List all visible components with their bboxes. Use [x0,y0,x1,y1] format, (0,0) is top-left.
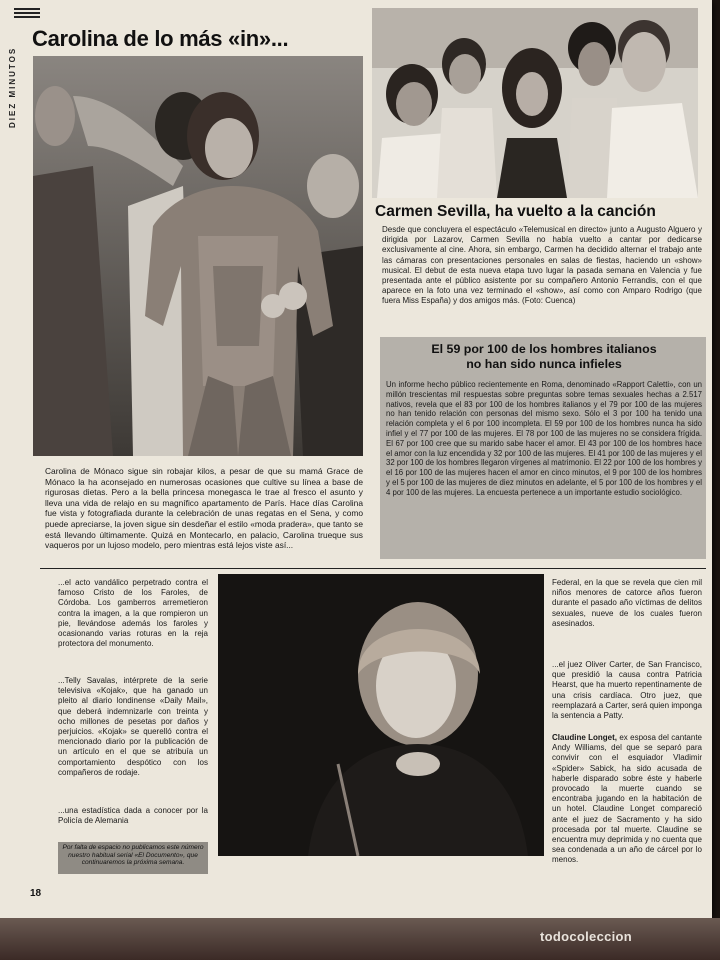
section-marker-icon [14,6,42,20]
italianos-headline-line2: no han sido nunca infieles [466,357,622,371]
carmen-photo [372,8,698,198]
page-number: 18 [30,888,42,899]
left-column-para3: ...una estadística dada a conocer por la Policía de Alemania [58,806,208,826]
right-column-para2: ...el juez Oliver Carter, de San Francisco, que presidió la causa contra Patricia Hearst, que ha muerto repentinamente de una crisis cardíaca. Otro juez, que reemplazará a Carter, será quien imponga la sentencia a Patty. [552,660,702,721]
claudine-lead: Claudine Longet, [552,733,618,742]
claudine-photo [218,574,544,856]
right-column-para1: Federal, en la que se revela que cien mil niños menores de catorce años fueron durante el pasado año víctimas de delitos sexuales, nueve de los cuales fueron asesinados. [552,578,702,628]
left-column-para1: ...el acto vandálico perpetrado contra el famoso Cristo de los Faroles, de Córdoba. Los gamberros arremetieron contra la imagen, a la que rompieron un pie, llevándose además los faroles y ocasionando varias roturas en la reja protectora del monumento. [58,578,208,649]
section-label: DIEZ MINUTOS [8,46,17,128]
right-column-para3 [552,733,702,866]
section-divider [40,568,706,569]
italianos-headline-line1: El 59 por 100 de los hombres italianos [431,342,657,356]
carmen-headline: Carmen Sevilla, ha vuelto a la canción [375,203,656,220]
claudine-body: ex esposa del cantante Andy Williams, del que se separó para convivir con el esquiador Vladimir «Spider» Sabick, ha sido acusada de haberle disparado sobre éste y haberle provocado la muerte cuando se encontraba jugando en la habitación de un hotel. Claudine Longet compareció ante el juez de Sacramento y ha sido procesada por tal muerte. Claudine se encuentra muy deprimida y no cuenta que sea condenada a un año de cárcel por lo menos. [552,733,702,865]
carolina-headline: Carolina de lo más «in»... [32,26,289,51]
carmen-body: Desde que concluyera el espectáculo «Telemusical en directo» junto a Augusto Alguero y dirigida por Lazarov, Carmen Sevilla no había vuelto a cantar por dedicarse exclusivamente al cine. Ahora, sin embargo, Carmen ha decidido alternar el trabajo ante las cámaras con presentaciones personales en salas de fiestas, haciendo un «show» musical. El debut de esta nueva etapa tuvo lugar la pasada semana en Valencia y fue presentada ante el público asistente por su compañero Antonio Ferrandis, con el que aparece en la foto una vez terminado el «show», así como con Amparo Rodrigo (que fuera Miss España) y dos amigos más. (Foto: Cuenca) [382,225,702,306]
carolina-photo [33,56,363,456]
left-column-para2: ...Telly Savalas, intérprete de la serie televisiva «Kojak», que ha ganado un pleito al diario londinense «Daily Mail», que deberá indemnizarle con treinta y ocho millones de pesetas por daños y perjuicios. «Kojak» se querelló contra el mencionado diario por la publicación de un artículo en el que se atribuía un comportamiento despótico con los compañeros de rodaje. [58,676,208,777]
serial-notice: Por falta de espacio no publicamos este número nuestro habitual serial «El Documento», que continuaremos la próxima semana. [58,842,208,874]
italianos-body: Un informe hecho público recientemente en Roma, denominado «Rapport Caletti», con un millón trescientas mil respuestas sobre preguntas sobre temas sexuales hechas a 2.517 nativos, revela que el 83 por 100 de los hombres italianos y el 79 por 100 de las mujeres no han tenido relación con personas del mismo sexo. Sólo el 3 por 100 ha tenido una relación completa y el 6 por 100 incompleta. El 59 por 100 de los hombres nunca ha sido infiel y el 77 por 100 de las mujeres. El 78 por 100 de las mujeres no se considera frígida. El 67 por 100 cree que su marido sabe hacer el amor. El 43 por 100 de los hombres hace el amor con la luz encendida y 32 por 100 de las mujeres. El 41 por 100 de las mujeres y el 32 por 100 de los hombres llegaron vírgenes al matrimonio. El 22 por 100 de los hombres y el 16 por 100 de las mujeres hacen el amor en cinco minutos, el 9 por 100 de los hombres y el 5 por 100 de las mujeres de diez minutos en adelante, el 5 por 100 de los hombres y el 4 por 100 de las mujeres. La encuesta pertenece a un importante estudio sociológico. [386,380,702,497]
carolina-caption: Carolina de Mónaco sigue sin robajar kilos, a pesar de que su mamá Grace de Mónaco la ha aconsejado en numerosas ocasiones que cultive su línea a base de rigurosas dietas. Pero a la bella princesa monegasca le trae al fresco el asunto y lleva una vida de relajo en su magnífico apartamento de París. Hace días Carolina fue vista y fotografiada durante la celebración de unas regatas en el Sena, y como puede apreciarse, la joven sigue sin desdeñar el estilo «moda pradera», que tanto se está llevando últimamente. Quizá en Montecarlo, en palacio, Carolina trueque sus vaqueros por un lujoso modelo, pero mientras está lejos viste así... [45,466,363,551]
italianos-headline [394,342,694,372]
watermark: todocoleccion [540,929,633,944]
